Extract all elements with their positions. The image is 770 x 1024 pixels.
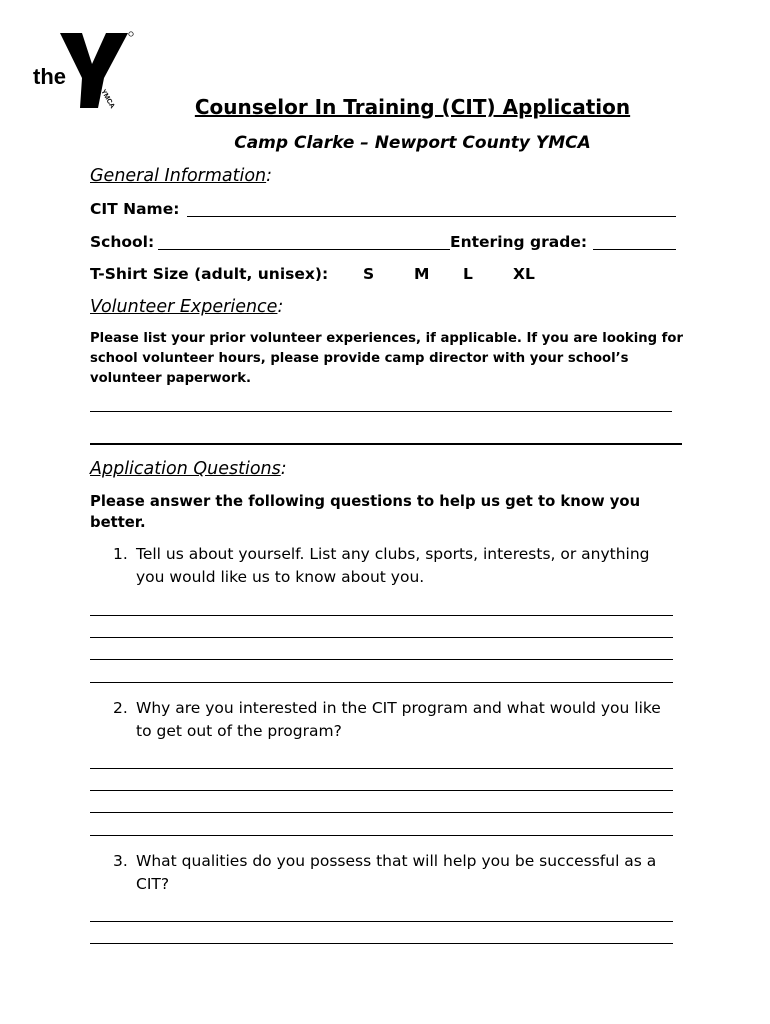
volunteer-answer-line[interactable] (90, 411, 672, 412)
question-2-answer-line[interactable] (90, 812, 673, 813)
cit-name-label: CIT Name: (90, 200, 180, 218)
volunteer-heading: Volunteer Experience: (90, 297, 284, 317)
question-2-answer-line[interactable] (90, 790, 673, 791)
question-1-answer-line[interactable] (90, 682, 673, 683)
entering-grade-label: Entering grade: (450, 233, 588, 251)
school-label: School: (90, 233, 155, 251)
question-1-text: Tell us about yourself. List any clubs, sports, interests, or anything you would like us to know about you. (136, 545, 650, 586)
logo-ymca-text: YMCA (99, 88, 116, 110)
entering-grade-field[interactable] (593, 249, 676, 250)
volunteer-instructions: Please list your prior volunteer experiences, if applicable. If you are looking for school volunteer hours, please provide camp director with your school’s volunteer paperwork. (90, 331, 683, 386)
question-1-answer-line[interactable] (90, 637, 673, 638)
question-1-answer-line[interactable] (90, 659, 673, 660)
question-3-text: What qualities do you possess that will help you be successful as a CIT? (136, 852, 657, 893)
question-3-answer-line[interactable] (90, 921, 673, 922)
question-number: 1. (113, 545, 128, 563)
registered-mark-icon (129, 32, 133, 36)
logo-the-text: the (33, 64, 66, 89)
school-field[interactable] (158, 249, 450, 250)
question-2-text: Why are you interested in the CIT program and what would you like to get out of the program? (136, 699, 661, 740)
size-option-m[interactable]: M (414, 265, 430, 283)
page-title: Counselor In Training (CIT) Application (194, 95, 631, 119)
page-subtitle: Camp Clarke – Newport County YMCA (234, 133, 591, 153)
question-3-answer-line[interactable] (90, 943, 673, 944)
question-number: 2. (113, 699, 128, 717)
tshirt-size-label: T-Shirt Size (adult, unisex): (90, 265, 329, 283)
size-option-l[interactable]: L (463, 265, 473, 283)
question-2-answer-line[interactable] (90, 835, 673, 836)
application-intro: Please answer the following questions to help us get to know you better. (90, 493, 641, 531)
question-1-answer-line[interactable] (90, 615, 673, 616)
cit-name-field[interactable] (187, 216, 676, 217)
size-option-s[interactable]: S (363, 265, 375, 283)
general-info-heading: General Information: (90, 166, 273, 186)
size-option-xl[interactable]: XL (513, 265, 535, 283)
application-heading: Application Questions: (90, 459, 287, 479)
question-number: 3. (113, 852, 128, 870)
volunteer-answer-line[interactable] (90, 443, 682, 445)
question-2-answer-line[interactable] (90, 768, 673, 769)
